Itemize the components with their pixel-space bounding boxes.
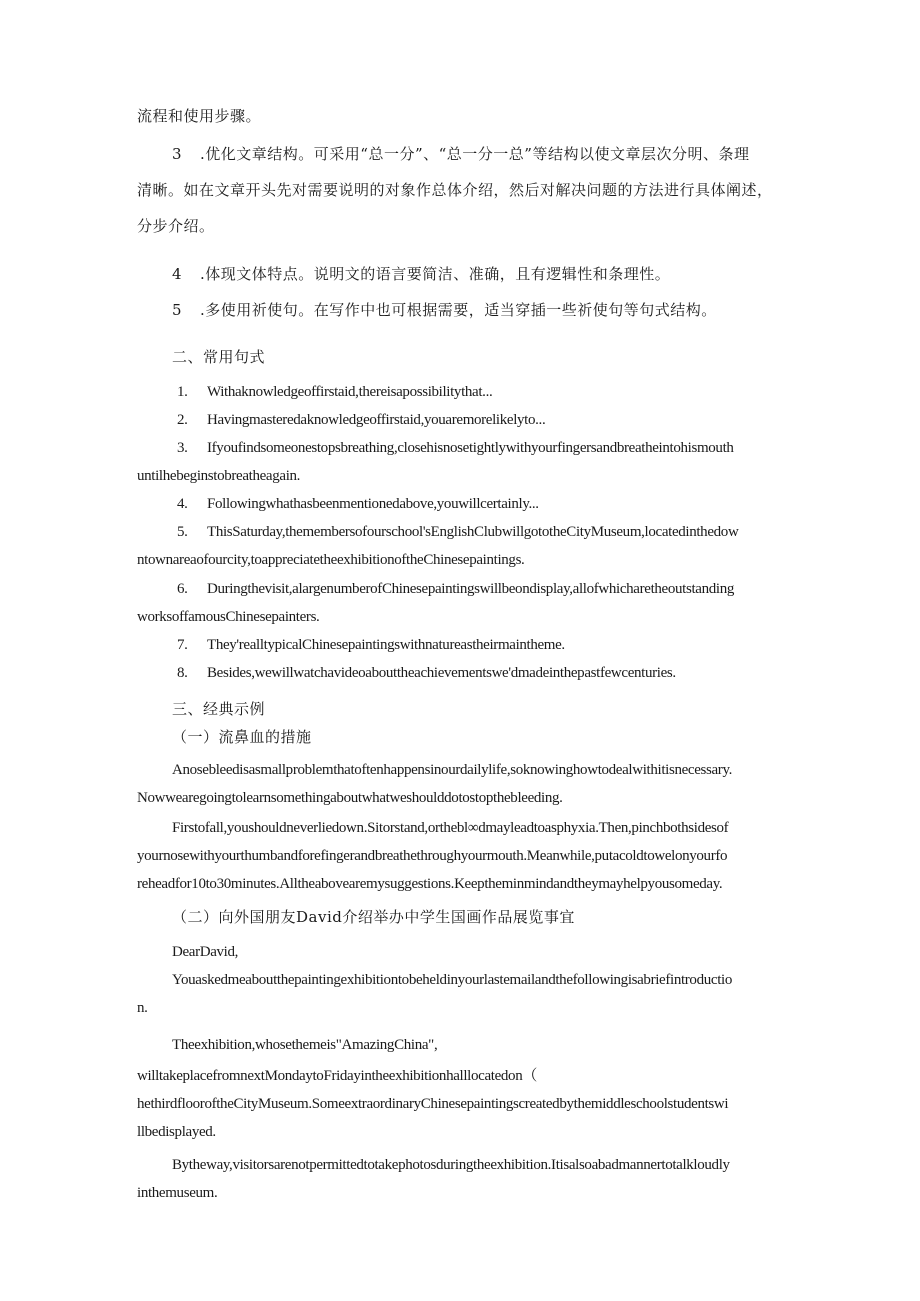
letter-para-1-line-2: n. — [137, 1000, 148, 1016]
example-1-para-2-line-1: Firstofall,youshouldneverliedown.Sitorstand,orthebl∞dmayleadtoasphyxia.Then,pinchbothsidesof — [172, 820, 729, 836]
point-3-text-1: .优化文章结构。可采用“总一分”、“总一分一总”等结构以使文章层次分明、条理 — [200, 145, 750, 163]
point-4-text: .体现文体特点。说明文的语言要简洁、准确，且有逻辑性和条理性。 — [200, 265, 671, 283]
sentence-1 — [177, 382, 492, 402]
point-3-line-3: 分步介绍。 — [137, 217, 215, 235]
sentence-6-line-2: worksoffamousChinesepainters. — [137, 609, 320, 625]
letter-para-2-line-3: hethirdflooroftheCityMuseum.SomeextraordinaryChinesepaintingscreatedbythemiddleschoolstudentswi — [137, 1096, 729, 1112]
sentence-3-text-1: Ifyoufindsomeonestopsbreathing,closehisnosetightlywithyourfingersandbreatheintohismouth — [207, 440, 734, 456]
sentence-5-text-1: ThisSaturday,themembersofourschool'sEnglishClubwillgototheCityMuseum,locatedinthedow — [207, 524, 739, 540]
sentence-1-text: Withaknowledgeoffirstaid,thereisapossibilitythat... — [207, 384, 493, 400]
letter-para-3-line-1: Bytheway,visitorsarenotpermittedtotakephotosduringtheexhibition.Itisalsoabadmannertotalkloudly — [172, 1157, 730, 1173]
example-1-title: （一）流鼻血的措施 — [172, 728, 312, 746]
sentence-6-line-1 — [177, 579, 734, 599]
sentence-7-number: 7. — [177, 637, 188, 653]
sentence-5-line-2: ntownareaofourcity,toappreciatetheexhibitionoftheChinesepaintings. — [137, 552, 525, 568]
point-3-line-2: 清晰。如在文章开头先对需要说明的对象作总体介绍，然后对解决问题的方法进行具体阐述， — [137, 181, 773, 199]
sentence-4 — [177, 494, 539, 514]
sentence-6-text-1: Duringthevisit,alargenumberofChinesepaintingswillbeondisplay,allofwhicharetheoutstanding — [207, 581, 734, 597]
point-4-line — [172, 264, 670, 284]
sentence-3-line-2: untilhebeginstobreatheagain. — [137, 468, 301, 484]
letter-para-2-line-4: llbedisplayed. — [137, 1124, 216, 1140]
letter-para-3-line-2: inthemuseum. — [137, 1185, 218, 1201]
point-3-line-1 — [172, 144, 749, 164]
sentence-4-number: 4. — [177, 496, 188, 512]
sentence-8-number: 8. — [177, 665, 188, 681]
point-5-line — [172, 300, 717, 320]
letter-para-2-line-2: willtakeplacefromnextMondaytoFridayintheexhibitionhalllocatedon（ — [137, 1068, 537, 1084]
letter-greeting: DearDavid, — [172, 944, 239, 960]
point-4-number: 4 — [172, 265, 183, 283]
example-2-title: （二）向外国朋友David介绍举办中学生国画作品展览事宜 — [172, 908, 575, 926]
sentence-8 — [177, 663, 676, 683]
sentence-2 — [177, 410, 545, 430]
example-1-para-2-line-2: yournosewithyourthumbandforefingerandbreathethroughyourmouth.Meanwhile,putacoldtowelonyourfo — [137, 848, 728, 864]
sentence-7-text: They'realltypicalChinesepaintingswithnatureastheirmaintheme. — [207, 637, 565, 653]
example-1-para-1-line-1: Anosebleedisasmallproblemthatoftenhappensinourdailylife,soknowinghowtodealwithitisnecessary. — [172, 762, 733, 778]
sentence-3-number: 3. — [177, 440, 188, 456]
letter-para-2-line-1: Theexhibition,whosethemeis"AmazingChina", — [172, 1037, 438, 1053]
example-1-para-1-line-2: Nowwearegoingtolearnsomethingaboutwhatweshoulddotostopthebleeding. — [137, 790, 563, 806]
point-5-text: .多使用祈使句。在写作中也可根据需要，适当穿插一些祈使句等句式结构。 — [200, 301, 717, 319]
sentence-7 — [177, 635, 565, 655]
sentence-4-text: Followingwhathasbeenmentionedabove,youwillcertainly... — [207, 496, 539, 512]
section-2-heading: 二、常用句式 — [172, 348, 266, 366]
point-5-number: 5 — [172, 301, 183, 319]
sentence-3-line-1 — [177, 438, 734, 458]
sentence-8-text: Besides,wewillwatchavideoabouttheachievementswe'dmadeinthepastfewcenturies. — [207, 665, 676, 681]
sentence-2-number: 2. — [177, 412, 188, 428]
sentence-2-text: Havingmasteredaknowledgeoffirstaid,youaremorelikelyto... — [207, 412, 546, 428]
sentence-5-line-1 — [177, 522, 738, 542]
intro-tail-line: 流程和使用步骤。 — [137, 107, 262, 125]
sentence-1-number: 1. — [177, 384, 188, 400]
example-1-para-2-line-3: reheadfor10to30minutes.Alltheabovearemysuggestions.Keeptheminmindandtheymayhelpyousomeday. — [137, 876, 723, 892]
section-3-heading: 三、经典示例 — [172, 700, 266, 718]
point-3-number: 3 — [172, 145, 183, 163]
letter-para-1-line-1: Youaskedmeaboutthepaintingexhibitiontobeheldinyourlastemailandthefollowingisabriefintroductio — [172, 972, 732, 988]
sentence-6-number: 6. — [177, 581, 188, 597]
sentence-5-number: 5. — [177, 524, 188, 540]
